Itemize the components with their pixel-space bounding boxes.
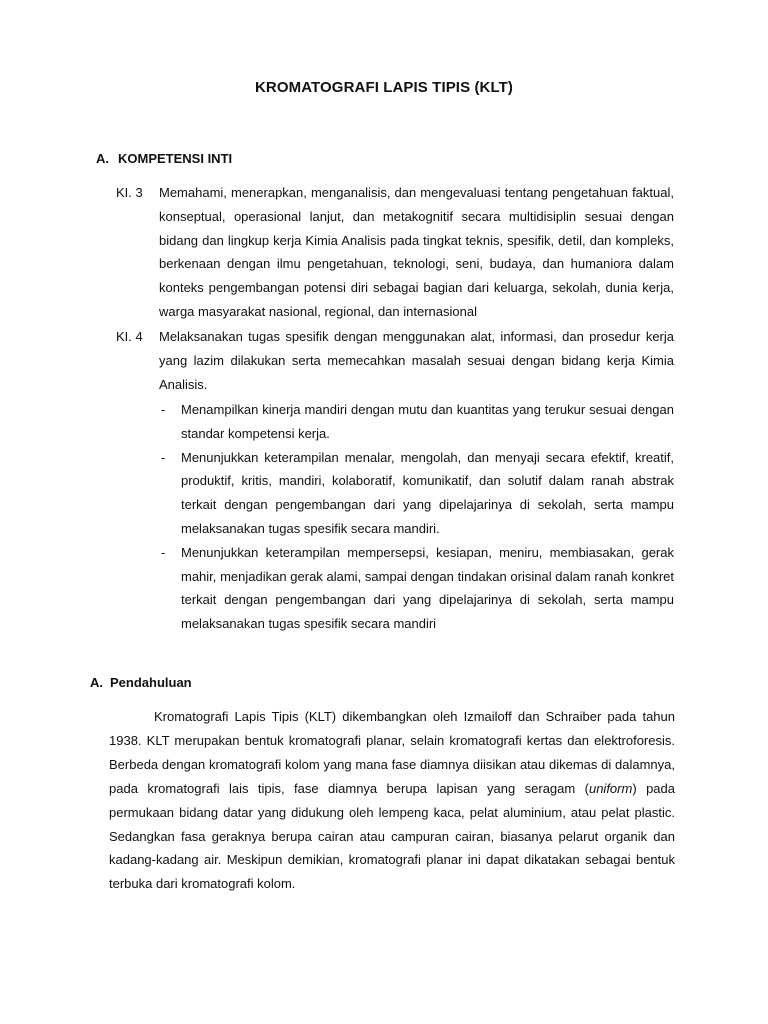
section-title: KOMPETENSI INTI <box>118 151 233 166</box>
pendahuluan-paragraph <box>109 705 675 896</box>
list-item-text: Menampilkan kinerja mandiri dengan mutu dan kuantitas yang terukur sesuai dengan standar kompetensi kerja. <box>181 402 674 441</box>
ki-label: KI. 4 <box>116 329 143 344</box>
section-heading-kompetensi-inti <box>96 151 232 166</box>
document-title: KROMATOGRAFI LAPIS TIPIS (KLT) <box>255 79 513 96</box>
ki-4-bullet-list <box>160 398 674 636</box>
list-item <box>160 541 674 636</box>
list-item <box>160 398 674 446</box>
section-number: A. <box>90 675 103 690</box>
paragraph-text: ) pada permukaan bidang datar yang didukung oleh lempeng kaca, pelat aluminium, atau pelat plastic. Sedangkan fasa geraknya berupa cairan atau campuran cairan, biasanya pelarut organik dan kadang-kadang air. Meskipun demikian, kromatografi planar ini dapat dikatakan sebagai bentuk terbuka dari kromatografi kolom. <box>109 780 675 892</box>
ki-item-3 <box>116 181 674 324</box>
ki-text: Memahami, menerapkan, menganalisis, dan mengevaluasi tentang pengetahuan faktual, konseptual, operasional lanjut, dan metakognitif secara multidisiplin sesuai dengan bidang dan lingkup kerja Kimia Analisis pada tingkat teknis, spesifik, detil, dan kompleks, berkenaan dengan ilmu pengetahuan, teknologi, seni, budaya, dan humaniora dalam konteks pengembangan potensi diri sebagai bagian dari keluarga, sekolah, dunia kerja, warga masyarakat nasional, regional, dan internasional <box>159 185 674 319</box>
bullet-dash: - <box>161 544 166 560</box>
bullet-dash: - <box>161 449 166 465</box>
ki-item-4 <box>116 325 674 396</box>
ki-text: Melaksanakan tugas spesifik dengan menggunakan alat, informasi, dan prosedur kerja yang lazim dilakukan serta memecahkan masalah sesuai dengan bidang kerja Kimia Analisis. <box>159 329 674 392</box>
section-title: Pendahuluan <box>110 675 192 690</box>
paragraph-italic-term: uniform <box>588 780 633 796</box>
paragraph-text: Kromatografi Lapis Tipis (KLT) dikembangkan oleh Izmailoff dan Schraiber pada tahun 1938. KLT merupakan bentuk kromatografi planar, selain kromatografi kertas dan elektroforesis. Berbeda dengan kromatografi kolom yang mana fase diamnya diisikan atau dikemas di dalamnya, pada kromatografi lais tipis, fase diamnya berupa lapisan yang seragam ( <box>109 709 675 796</box>
section-heading-pendahuluan <box>90 675 192 690</box>
ki-label: KI. 3 <box>116 185 143 200</box>
section-number: A. <box>96 151 109 166</box>
list-item <box>160 446 674 541</box>
bullet-dash: - <box>161 402 166 417</box>
list-item-text: Menunjukkan keterampilan menalar, mengolah, dan menyaji secara efektif, kreatif, produktif, kritis, mandiri, kolaboratif, komunikatif, dan solutif dalam ranah abstrak terkait dengan pengembangan dari yang dipelajarinya di sekolah, serta mampu melaksanakan tugas spesifik secara mandiri. <box>181 449 674 536</box>
list-item-text: Menunjukkan keterampilan mempersepsi, kesiapan, meniru, membiasakan, gerak mahir, menjadikan gerak alami, sampai dengan tindakan orisinal dalam ranah konkret terkait dengan pengembangan dari yang dipelajarinya di sekolah, serta mampu melaksanakan tugas spesifik secara mandiri <box>181 544 674 632</box>
